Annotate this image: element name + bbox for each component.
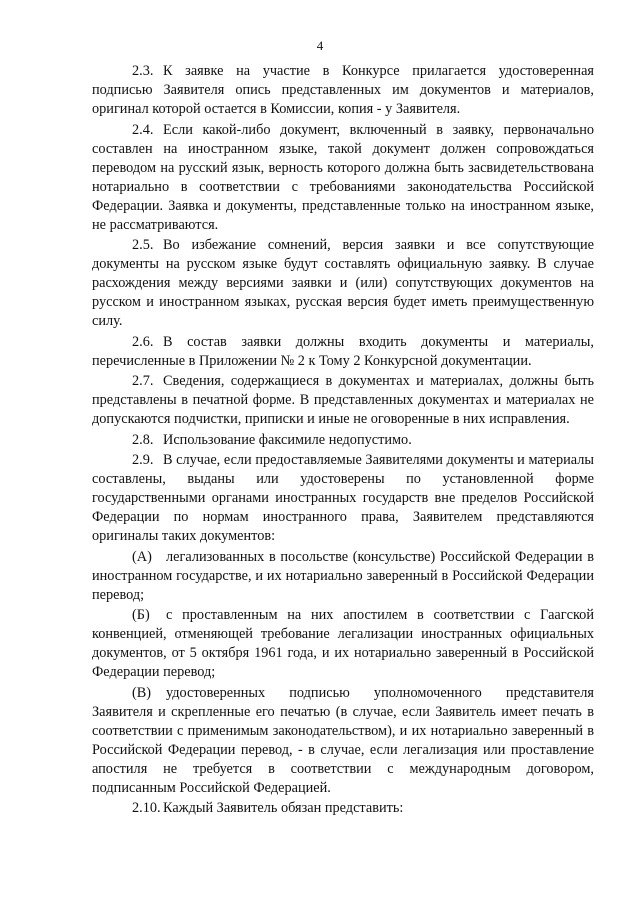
subitem-b	[92, 606, 594, 682]
subitem-a	[92, 548, 594, 605]
paragraph-2-5	[92, 236, 594, 331]
document-body	[92, 62, 594, 820]
paragraph-text: Использование факсимиле недопустимо.	[163, 431, 412, 448]
paragraph-number: 2.6.	[132, 333, 154, 350]
paragraph-text: В случае, если предоставляемые Заявителями документы и материалы составлены, выданы или удостоверены по установленной форме государственными органами иностранных государств вне пределов Российской Федерации по нормам иностранного права, Заявителем представляются оригиналы таких документов:	[92, 452, 594, 544]
paragraph-number: 2.7.	[132, 373, 154, 389]
paragraph-text: Каждый Заявитель обязан представить:	[163, 800, 404, 816]
subitem-marker: (В)	[132, 684, 152, 701]
paragraph-text: Если какой-либо документ, включенный в заявку, первоначально составлен на иностранном языке, такой документ должен сопровождаться переводом на русский язык, верность которого должна быть засвидетельствована нотариально в соответствии с требованиями законодательства Российской Федерации. Заявка и документы, представленные только на иностранном языке, не рассматриваются.	[92, 121, 594, 233]
paragraph-number: 2.3.	[132, 63, 154, 79]
paragraph-2-10	[92, 799, 594, 818]
subitem-text: удостоверенных подписью уполномоченного представителя Заявителя и скрепленные его печатью (в случае, если Заявитель имеет печать в соответствии с применимым законодательством), и их нотариально заверенный в Российской Федерации перевод, - в случае, если легализация или проставление апостиля не требуется в соответствии с международным договором, подписанным Российской Федерацией.	[92, 684, 594, 796]
paragraph-number: 2.8.	[132, 431, 154, 448]
paragraph-text: К заявке на участие в Конкурсе прилагается удостоверенная подписью Заявителя опись представленных им документов и материалов, оригинал которой остается в Комиссии, копия - у Заявителя.	[92, 63, 594, 117]
paragraph-2-3	[92, 62, 594, 119]
page-number: 4	[316, 38, 324, 53]
paragraph-number: 2.10.	[132, 800, 161, 816]
paragraph-2-7	[92, 372, 594, 429]
paragraph-text: Сведения, содержащиеся в документах и материалах, должны быть представлены в печатной форме. В представленных документах и материалах не допускаются подчистки, приписки и иные не оговоренные в них исправления.	[92, 373, 594, 427]
subitem-marker: (Б)	[132, 607, 150, 623]
paragraph-2-9	[92, 451, 594, 546]
paragraph-text: В состав заявки должны входить документы и материалы, перечисленные в Приложении № 2 к Тому 2 Конкурсной документации.	[92, 333, 594, 369]
paragraph-text: Во избежание сомнений, версия заявки и все сопутствующие документы на русском языке будут составлять официальную заявку. В случае расхождения между версиями заявки и (или) сопутствующих документов на русском и иностранном языках, русская версия будет иметь преимущественную силу.	[92, 237, 594, 329]
paragraph-number: 2.5.	[132, 237, 154, 253]
paragraph-2-6	[92, 333, 594, 371]
paragraph-number: 2.4.	[132, 121, 154, 138]
subitem-text: легализованных в посольстве (консульстве) Российской Федерации в иностранном государстве, и их нотариально заверенный в Российской Федерации перевод;	[92, 548, 594, 603]
subitem-marker: (А)	[132, 548, 152, 565]
paragraph-number: 2.9.	[132, 452, 154, 468]
paragraph-2-8	[92, 431, 594, 450]
subitem-c	[92, 684, 594, 798]
subitem-text: с проставленным на них апостилем в соответствии с Гаагской конвенцией, отменяющей требование легализации иностранных официальных документов, от 5 октября 1961 года, и их нотариально заверенный в Российской Федерации перевод;	[92, 607, 594, 680]
paragraph-2-4	[92, 121, 594, 235]
